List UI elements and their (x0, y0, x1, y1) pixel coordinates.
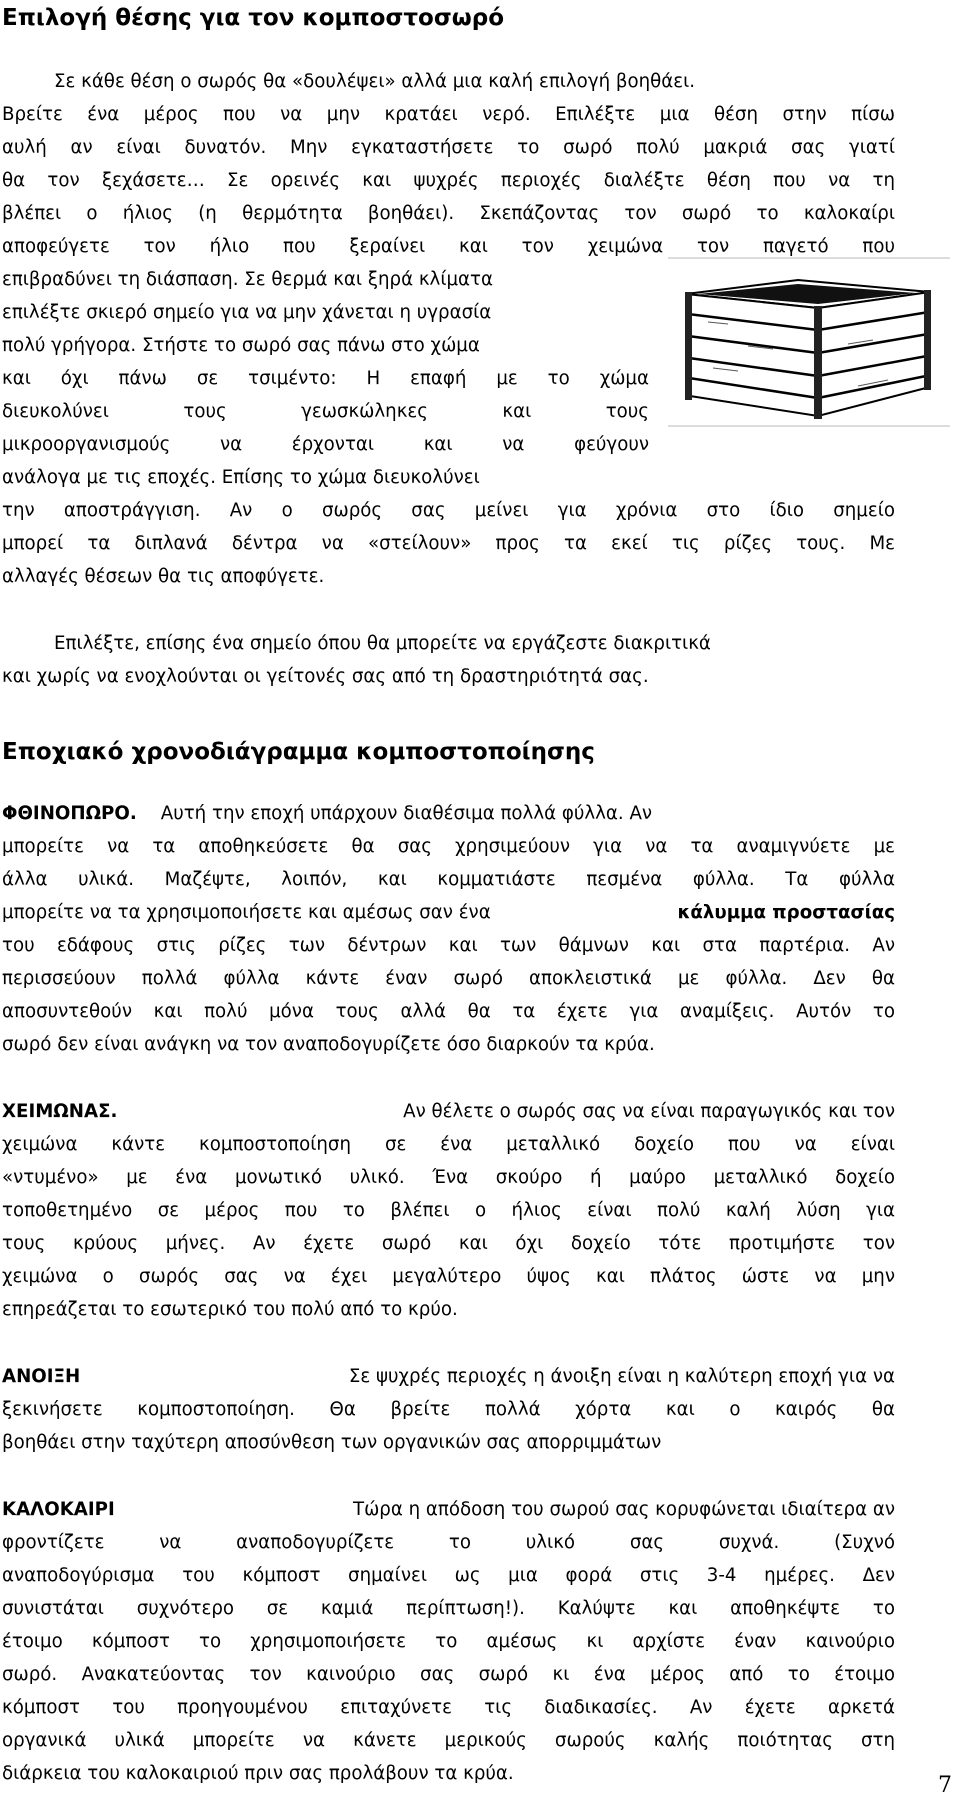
text-line: αναποδογύρισμα του κόμποστ σημαίνει ως μια φορά στις 3-4 ημέρες. Δεν (2, 1565, 895, 1586)
text-line: αποσυντεθούν και πολύ μόνα τους αλλά θα τα έχετε για αναμίξεις. Αυτόν το (2, 1001, 895, 1022)
autumn-line-protection (2, 897, 895, 929)
text-line: βοηθάει στην ταχύτερη αποσύνθεση των οργανικών σας απορριμμάτων (2, 1432, 662, 1453)
text-line: και όχι πάνω σε τσιμέντο: Η επαφή με το χώμα (2, 368, 649, 389)
text-line: επηρεάζεται το εσωτερικό του πολύ από το κρύο. (2, 1299, 458, 1320)
text-line: τοποθετημένο σε μέρος που το βλέπει ο ήλιος είναι πολύ καλή λύση για (2, 1200, 895, 1221)
text-line: θα τον ξεχάσετε… Σε ορεινές και ψυχρές περιοχές διαλέξτε θέση που να τη (2, 170, 895, 191)
text-line: Βρείτε ένα μέρος που να μην κρατάει νερό. Επιλέξτε μια θέση στην πίσω (2, 104, 895, 125)
season-label-spring: ΑΝΟΙΞΗ (2, 1366, 81, 1387)
text-line: «ντυμένο» με ένα μονωτικό υλικό. Ένα σκούρο ή μαύρο μεταλλικό δοχείο (2, 1167, 895, 1188)
text-line: αποφεύγετε τον ήλιο που ξεραίνει και τον χειμώνα τον παγετό που (2, 236, 895, 257)
text-span: Αν θέλετε ο σωρός σας να είναι παραγωγικός και τον (403, 1101, 895, 1122)
bold-term: κάλυμμα προστασίας (677, 902, 895, 923)
text-line: και χωρίς να ενοχλούνται οι γείτονές σας από τη δραστηριότητά σας. (2, 666, 649, 687)
text-span: Αυτή την εποχή υπάρχουν διαθέσιμα πολλά φύλλα. Αν (160, 803, 653, 824)
text-line: έτοιμο κόμποστ το χρησιμοποιήσετε το αμέσως κι αρχίστε έναν καινούριο (2, 1631, 895, 1652)
text-line: σωρό. Ανακατεύοντας τον καινούριο σας σωρό κι ένα μέρος από το έτοιμο (2, 1664, 895, 1685)
autumn-first-line (2, 798, 895, 830)
text-line: μπορεί τα διπλανά δέντρα να «στείλουν» προς τα εκεί τις ρίζες τους. Με (2, 533, 895, 554)
text-line: τους κρύους μήνες. Αν έχετε σωρό και όχι δοχείο τότε προτιμήστε τον (2, 1233, 895, 1254)
text-line: επιλέξτε σκιερό σημείο για να μην χάνεται η υγρασία (2, 302, 492, 323)
text-line: άλλα υλικά. Μαζέψτε, λοιπόν, και κομματιάστε πεσμένα φύλλα. Τα φύλλα (2, 869, 895, 890)
season-label-autumn: ΦΘΙΝΟΠΩΡΟ. (2, 803, 137, 824)
text-line: σωρό δεν είναι ανάγκη να τον αναποδογυρίζετε όσο διαρκούν τα κρύα. (2, 1034, 655, 1055)
text-line: αλλαγές θέσεων θα τις αποφύγετε. (2, 566, 325, 587)
season-label-winter: ΧΕΙΜΩΝΑΣ. (2, 1101, 118, 1122)
text-span: μπορείτε να τα χρησιμοποιήσετε και αμέσως σαν ένα (2, 902, 491, 923)
text-line: οργανικά υλικά μπορείτε να κάνετε μερικούς σωρούς καλής ποιότητας στη (2, 1730, 895, 1751)
text-line: συνιστάται συχνότερο σε καμιά περίπτωση!). Καλύψτε και αποθηκέψτε το (2, 1598, 895, 1619)
page-number: 7 (938, 1773, 952, 1798)
section-title-schedule: Εποχιακό χρονοδιάγραμμα κομποστοποίησης (2, 739, 595, 765)
text-line: κόμποστ του προηγουμένου επιταχύνετε τις διαδικασίες. Αν έχετε αρκετά (2, 1697, 895, 1718)
text-line: διευκολύνει τους γεωσκώληκες και τους (2, 401, 649, 422)
text-line: περισσεύουν πολλά φύλλα κάντε έναν σωρό αποκλειστικά με φύλλα. Δεν θα (2, 968, 895, 989)
text-span: Σε ψυχρές περιοχές η άνοιξη είναι η καλύτερη εποχή για να (348, 1366, 895, 1387)
text-line: φροντίζετε να αναποδογυρίζετε το υλικό σας συχνά. (Συχνό (2, 1532, 895, 1553)
compost-bin-illustration (668, 256, 950, 431)
text-line: αυλή αν είναι δυνατόν. Μην εγκαταστήσετε το σωρό πολύ μακριά σας γιατί (2, 137, 895, 158)
text-line: πολύ γρήγορα. Στήστε το σωρό σας πάνω στο χώμα (2, 335, 480, 356)
text-span: Τώρα η απόδοση του σωρού σας κορυφώνεται ιδιαίτερα αν (352, 1499, 895, 1520)
text-line: μικροοργανισμούς να έρχονται και να φεύγουν (2, 434, 649, 455)
text-line: βλέπει ο ήλιος (η θερμότητα βοηθάει). Σκεπάζοντας τον σωρό το καλοκαίρι (2, 203, 895, 224)
text-line: μπορείτε να τα αποθηκεύσετε θα σας χρησιμεύουν για να τα αναμιγνύετε με (2, 836, 895, 857)
text-line: διάρκεια του καλοκαιριού πριν σας προλάβουν τα κρύα. (2, 1763, 514, 1784)
text-line: του εδάφους στις ρίζες των δέντρων και των θάμνων και στα παρτέρια. Αν (2, 935, 895, 956)
winter-first-line (2, 1096, 895, 1128)
text-line: την αποστράγγιση. Αν ο σωρός σας μείνει για χρόνια στο ίδιο σημείο (2, 500, 895, 521)
text-line: ξεκινήσετε κομποστοποίηση. Θα βρείτε πολλά χόρτα και ο καιρός θα (2, 1399, 895, 1420)
text-line: χειμώνα κάντε κομποστοποίηση σε ένα μεταλλικό δοχείο που να είναι (2, 1134, 895, 1155)
text-line: ανάλογα με τις εποχές. Επίσης το χώμα διευκολύνει (2, 467, 480, 488)
season-label-summer: ΚΑΛΟΚΑΙΡΙ (2, 1499, 115, 1520)
summer-first-line (2, 1494, 895, 1526)
text-line: χειμώνα ο σωρός σας να έχει μεγαλύτερο ύψος και πλάτος ώστε να μην (2, 1266, 895, 1287)
text-line: επιβραδύνει τη διάσπαση. Σε θερμά και ξηρά κλίματα (2, 269, 493, 290)
section-title-location: Επιλογή θέσης για τον κομποστοσωρό (2, 5, 505, 31)
text-line: Επιλέξτε, επίσης ένα σημείο όπου θα μπορείτε να εργάζεστε διακριτικά (54, 633, 711, 654)
spring-first-line (2, 1361, 895, 1393)
text-line: Σε κάθε θέση ο σωρός θα «δουλέψει» αλλά μια καλή επιλογή βοηθάει. (54, 71, 696, 92)
